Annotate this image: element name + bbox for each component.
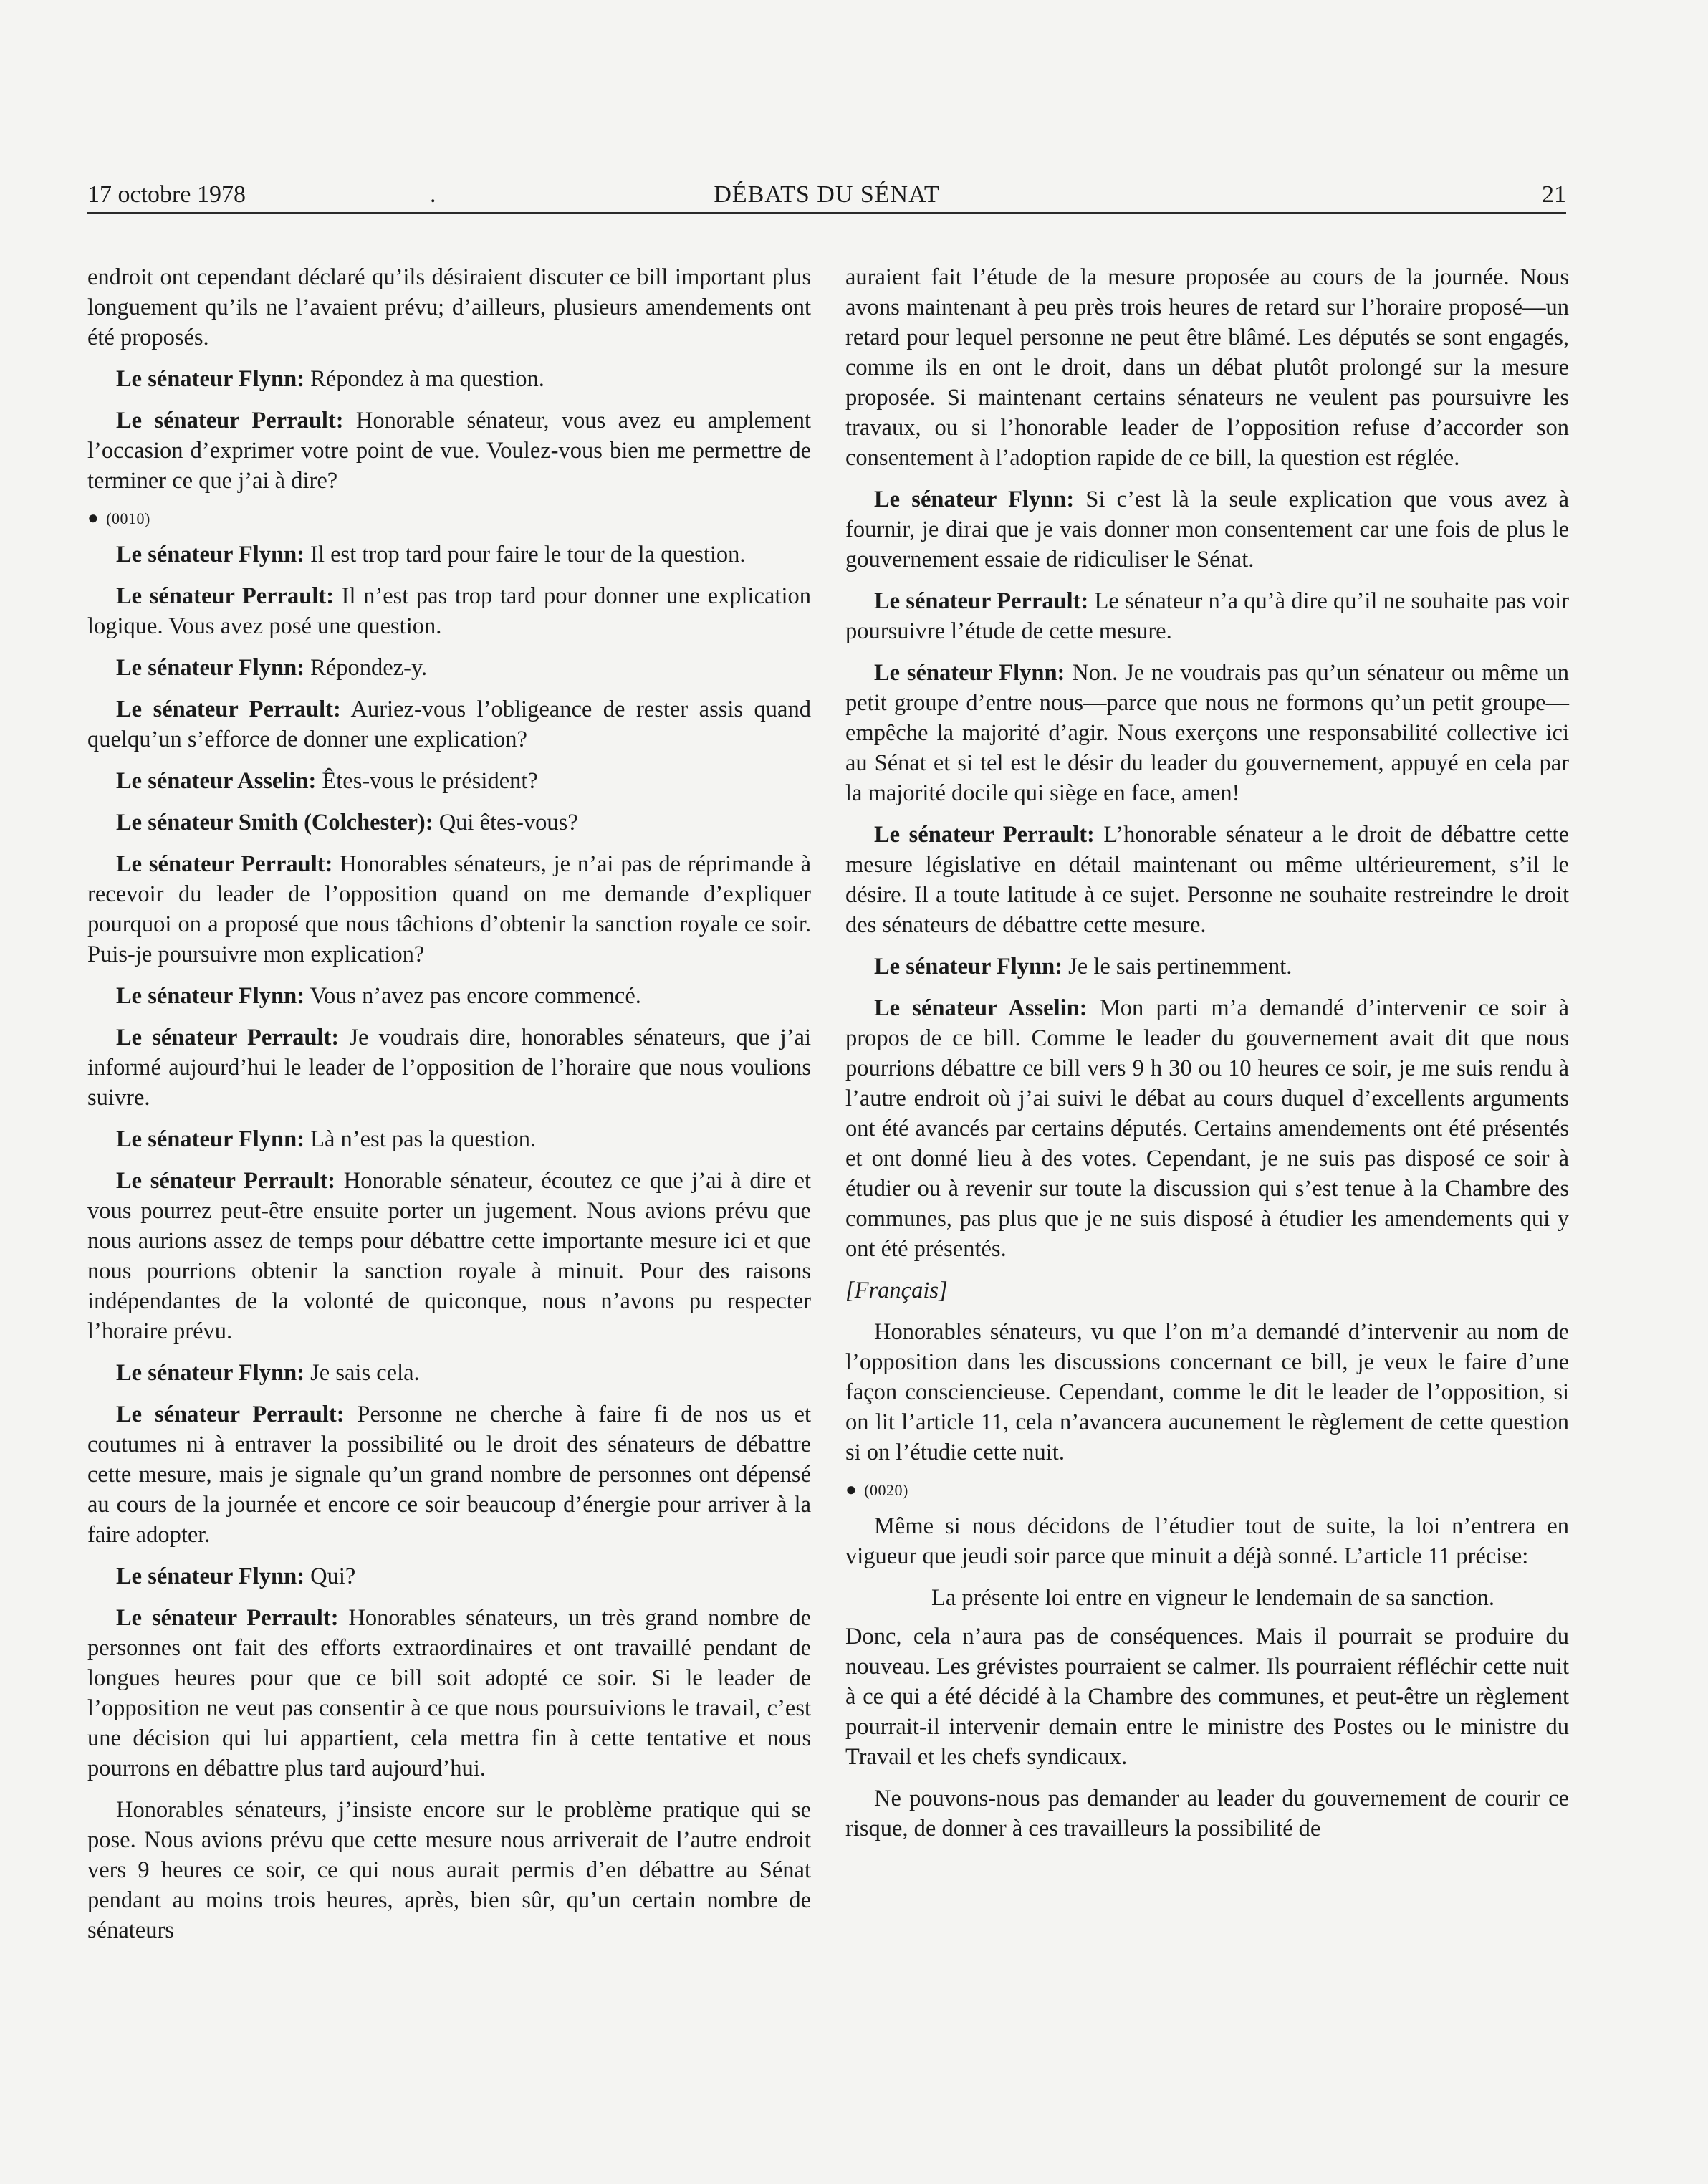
speaker: Le sénateur Flynn: bbox=[116, 1360, 305, 1386]
speech bbox=[87, 406, 811, 496]
speech bbox=[87, 540, 811, 570]
page-header bbox=[87, 178, 1566, 214]
speaker: Le sénateur Perrault: bbox=[116, 1605, 339, 1631]
paragraph: Honorables sénateurs, vu que l’on m’a demandé d’intervenir au nom de l’opposition dans les discussions concernant ce bill, je veux le faire d’une façon consciencieuse. Cependant, comme le dit le leader de l’opposition, si on lit l’article 11, cela n’avancera aucunement le règlement de cette question si on l’étudie cette nuit. bbox=[845, 1319, 1569, 1465]
speaker: Le sénateur Flynn: bbox=[874, 660, 1065, 686]
speaker: Le sénateur Perrault: bbox=[874, 822, 1095, 848]
speaker: Le sénateur Perrault: bbox=[116, 583, 335, 609]
speaker: Le sénateur Perrault: bbox=[116, 1025, 340, 1050]
speech-text: Je voudrais dire, honorables sénateurs, que j’ai informé aujourd’hui le leader de l’opposition de l’horaire que nous voulions suivre. bbox=[87, 1025, 812, 1111]
speech bbox=[87, 694, 811, 755]
speaker: Le sénateur Asselin: bbox=[116, 768, 317, 794]
speech bbox=[87, 1358, 811, 1388]
speech bbox=[845, 484, 1569, 575]
speaker: Le sénateur Smith (Colchester): bbox=[116, 810, 433, 835]
speech-text: Qui êtes-vous? bbox=[438, 810, 578, 835]
page-number: 21 bbox=[1542, 181, 1566, 208]
time-marker bbox=[87, 507, 811, 530]
speech bbox=[87, 1399, 811, 1550]
paragraph: endroit ont cependant déclaré qu’ils désiraient discuter ce bill important plus longuement qu’ils ne l’avaient prévu; d’ailleurs, plusieurs amendements ont été proposés. bbox=[87, 264, 811, 350]
speech bbox=[845, 586, 1569, 646]
speech-text: Mon parti m’a demandé d’intervenir ce soir à propos de ce bill. Comme le leader du gouvernement avait dit que nous pourrions débattre ce bill vers 9 h 30 ou 10 heures ce soir, je me suis rendu à l’autre endroit où j’ai suivi le débat au cours duquel d’excellents arguments ont été avancés par certains députés. Certains amendements ont été présentés et ont donné lieu à des votes. Cependant, je ne suis pas disposé ce soir à étudier ou à revenir sur toute la discussion qui s’est tenue à la Chambre des communes, pas plus que je ne suis disposé à étudier les amendements qui y ont été présentés. bbox=[845, 995, 1570, 1262]
paragraph: auraient fait l’étude de la mesure proposée au cours de la journée. Nous avons maintenant à peu près trois heures de retard sur l’horaire proposé—un retard pour lequel personne ne peut être blâmé. Les députés se sont engagés, comme ils en ont le droit, dans un débat plutôt prolongé sur la mesure proposée. Si maintenant certains sénateurs ne veulent pas poursuivre les travaux, ou si l’honorable leader de l’opposition refuse d’accorder son consentement à l’adoption rapide de ce bill, la question est réglée. bbox=[845, 264, 1569, 471]
header-date: 17 octobre 1978 bbox=[87, 181, 246, 208]
paragraph: Honorables sénateurs, j’insiste encore sur le problème pratique qui se pose. Nous avions prévu que cette mesure nous arriverait de l’autre endroit vers 9 heures ce soir, ce qui nous aurait permis d’en débattre au Sénat pendant au moins trois heures, après, bien sûr, qu’un certain nombre de sénateurs bbox=[87, 1797, 811, 1943]
bullet-icon: ● bbox=[87, 507, 100, 528]
speaker: Le sénateur Flynn: bbox=[116, 983, 305, 1009]
speaker: Le sénateur Perrault: bbox=[116, 408, 344, 434]
speech bbox=[87, 1561, 811, 1591]
speech bbox=[87, 1022, 811, 1113]
speech-text: Répondez-y. bbox=[310, 655, 428, 681]
speaker: Le sénateur Asselin: bbox=[874, 995, 1088, 1021]
paragraph: Ne pouvons-nous pas demander au leader du gouvernement de courir ce risque, de donner à ces travailleurs la possibilité de bbox=[845, 1786, 1569, 1841]
speech-text: Honorable sénateur, écoutez ce que j’ai à dire et vous pourrez peut-être ensuite porter un jugement. Nous avions prévu que nous aurions assez de temps pour débattre cette importante mesure ici et que nous pourrions obtenir la sanction royale à minuit. Pour des raisons indépendantes de la volonté de quiconque, nous n’avons pu respecter l’horaire prévu. bbox=[87, 1168, 811, 1344]
speech-text: Je sais cela. bbox=[310, 1360, 420, 1386]
speech bbox=[87, 653, 811, 683]
speech-text: Il est trop tard pour faire le tour de la question. bbox=[310, 542, 746, 567]
speech bbox=[87, 981, 811, 1011]
speech bbox=[845, 952, 1569, 982]
speaker: Le sénateur Flynn: bbox=[116, 366, 305, 392]
speaker: Le sénateur Flynn: bbox=[116, 1126, 305, 1152]
speech bbox=[87, 808, 811, 838]
speech bbox=[87, 1166, 811, 1346]
time-marker bbox=[845, 1479, 1569, 1501]
right-column bbox=[845, 262, 1569, 1855]
speech-text: Répondez à ma question. bbox=[310, 366, 544, 392]
speaker: Le sénateur Flynn: bbox=[116, 1563, 305, 1589]
speech-text: Honorables sénateurs, un très grand nombre de personnes ont fait des efforts extraordinaires et ont travaillé pendant de longues heures pour que ce bill soit adopté ce soir. Si le leader de l’opposition ne veut pas consentir à ce que nous poursuivions le travail, c’est une décision qui lui appartient, cela mettra fin à cette tentative et nous pourrons en débattre plus tard aujourd’hui. bbox=[87, 1605, 811, 1781]
time-marker-label: (0020) bbox=[864, 1481, 908, 1499]
speaker: Le sénateur Flynn: bbox=[874, 487, 1075, 512]
speaker: Le sénateur Perrault: bbox=[116, 696, 341, 722]
paragraph: Même si nous décidons de l’étudier tout de suite, la loi n’entrera en vigueur que jeudi soir parce que minuit a déjà sonné. L’article 11 précise: bbox=[845, 1513, 1569, 1569]
left-column bbox=[87, 262, 811, 1957]
speech-text: Auriez-vous l’obligeance de rester assis quand quelqu’un s’efforce de donner une explication? bbox=[87, 696, 811, 752]
speech-text: Là n’est pas la question. bbox=[310, 1126, 537, 1152]
speech bbox=[87, 1124, 811, 1154]
speech-text: L’honorable sénateur a le droit de débattre cette mesure législative en détail maintenant ou même ultérieurement, s’il le désire. Il a toute latitude à ce sujet. Personne ne souhaite restreindre le droit des sénateurs de débattre cette mesure. bbox=[845, 822, 1569, 938]
speech bbox=[845, 658, 1569, 808]
speech-text: Je le sais pertinemment. bbox=[1068, 954, 1292, 980]
speech-text: Non. Je ne voudrais pas qu’un sénateur ou même un petit groupe d’entre nous—parce que nous ne formons qu’un petit groupe—empêche la majorité d’agir. Nous exerçons une responsabilité collective ici au Sénat et si tel est le désir du leader du gouvernement, appuyé en cela par la majorité docile qui siège en face, amen! bbox=[845, 660, 1570, 806]
speech bbox=[87, 581, 811, 641]
speech-text: Êtes-vous le président? bbox=[322, 768, 538, 794]
speech bbox=[87, 849, 811, 969]
speaker: Le sénateur Perrault: bbox=[116, 1168, 336, 1194]
speaker: Le sénateur Flynn: bbox=[874, 954, 1063, 980]
speaker: Le sénateur Flynn: bbox=[116, 542, 305, 567]
speech-text: Vous n’avez pas encore commencé. bbox=[310, 983, 641, 1009]
speech-text: Honorables sénateurs, je n’ai pas de réprimande à recevoir du leader de l’opposition quand on me demande d’expliquer pourquoi on a proposé que nous tâchions d’obtenir la sanction royale ce soir. Puis-je poursuivre mon explication? bbox=[87, 851, 811, 967]
speaker: Le sénateur Perrault: bbox=[116, 1402, 345, 1427]
time-marker-label: (0010) bbox=[106, 509, 150, 527]
paragraph: Donc, cela n’aura pas de conséquences. Mais il pourrait se produire du nouveau. Les grévistes pourraient se calmer. Ils pourraient réfléchir cette nuit à ce qui a été décidé à la Chambre des communes, et peut-être un règlement pourrait-il intervenir demain entre le ministre des Postes ou le ministre du Travail et les chefs syndicaux. bbox=[845, 1624, 1569, 1770]
speech-text: Le sénateur n’a qu’à dire qu’il ne souhaite pas voir poursuivre l’étude de cette mesure. bbox=[845, 588, 1570, 644]
speech bbox=[845, 993, 1569, 1264]
quotation: La présente loi entre en vigneur le lendemain de sa sanction. bbox=[931, 1585, 1495, 1611]
speaker: Le sénateur Perrault: bbox=[874, 588, 1089, 614]
speech bbox=[87, 766, 811, 796]
bullet-icon: ● bbox=[845, 1479, 858, 1500]
language-note: [Français] bbox=[845, 1278, 948, 1303]
speech-text: Personne ne cherche à faire fi de nos us et coutumes ni à entraver la possibilité ou le droit des sénateurs de débattre cette mesure, mais je signale qu’un grand nombre de personnes ont dépensé au cours de la journée et encore ce soir beaucoup d’énergie pour arriver à la faire adopter. bbox=[87, 1402, 812, 1548]
speech bbox=[845, 820, 1569, 940]
speech-text: Qui? bbox=[310, 1563, 356, 1589]
speech bbox=[87, 1603, 811, 1783]
speaker: Le sénateur Flynn: bbox=[116, 655, 305, 681]
speech bbox=[87, 364, 811, 394]
header-dot: . bbox=[430, 181, 436, 208]
speech-text: Si c’est là la seule explication que vous avez à fournir, je dirai que je vais donner mon consentement car une fois de plus le gouvernement essaie de ridiculiser le Sénat. bbox=[845, 487, 1569, 573]
speech-text: Il n’est pas trop tard pour donner une explication logique. Vous avez posé une question. bbox=[87, 583, 811, 639]
speaker: Le sénateur Perrault: bbox=[116, 851, 333, 877]
speech-text: Honorable sénateur, vous avez eu amplement l’occasion d’exprimer votre point de vue. Voulez-vous bien me permettre de terminer ce que j’ai à dire? bbox=[87, 408, 812, 494]
header-title: DÉBATS DU SÉNAT bbox=[714, 181, 940, 208]
